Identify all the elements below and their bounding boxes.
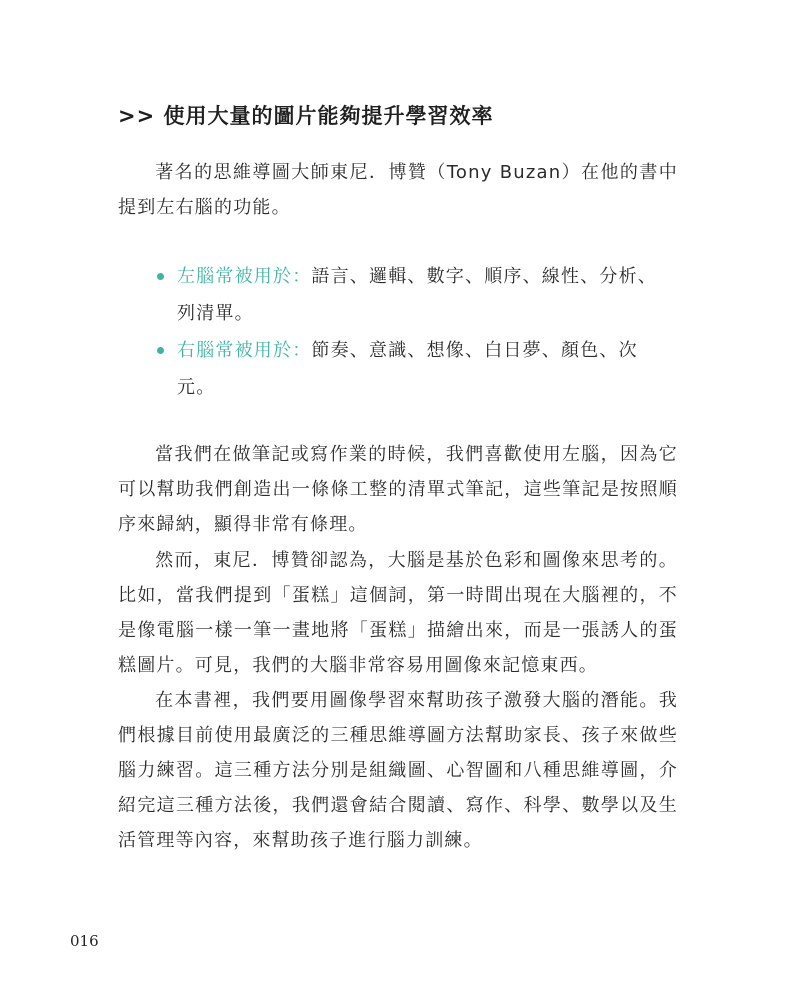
page-number: 016	[70, 932, 99, 950]
bullet-icon	[157, 273, 164, 280]
bullet-label: 左腦常被用於：	[177, 266, 312, 287]
brain-function-list	[155, 258, 675, 406]
section-heading: >> 使用大量的圖片能夠提升學習效率	[118, 104, 494, 128]
bullet-text: 節奏、意識、想像、白日夢、顏色、次元。	[177, 340, 638, 398]
list-item-left-brain	[155, 258, 675, 332]
body-paragraph-3	[118, 683, 678, 858]
bullet-label: 右腦常被用於：	[177, 340, 312, 361]
paragraph-text: 當我們在做筆記或寫作業的時候，我們喜歡使用左腦，因為它可以幫助我們創造出一條條工整的清單式筆記，這些筆記是按照順序來歸納，顯得非常有條理。	[118, 444, 678, 535]
body-paragraph-2	[118, 543, 678, 683]
body-paragraph-1	[118, 437, 678, 542]
intro-text: 著名的思維導圖大師東尼．博贊（Tony Buzan）在他的書中提到左右腦的功能。	[118, 162, 678, 218]
list-item-right-brain	[155, 332, 675, 406]
paragraph-text: 然而，東尼．博贊卻認為，大腦是基於色彩和圖像來思考的。比如，當我們提到「蛋糕」這個詞，第一時間出現在大腦裡的，不是像電腦一樣一筆一畫地將「蛋糕」描繪出來，而是一張誘人的蛋糕圖片。可見，我們的大腦非常容易用圖像來記憶東西。	[118, 550, 678, 676]
paragraph-text: 在本書裡，我們要用圖像學習來幫助孩子激發大腦的潛能。我們根據目前使用最廣泛的三種思維導圖方法幫助家長、孩子來做些腦力練習。這三種方法分別是組織圖、心智圖和八種思維導圖，介紹完這三種方法後，我們還會結合閱讀、寫作、科學、數學以及生活管理等內容，來幫助孩子進行腦力訓練。	[118, 690, 678, 851]
bullet-text: 語言、邏輯、數字、順序、線性、分析、列清單。	[177, 266, 658, 324]
intro-paragraph	[118, 155, 678, 225]
bullet-icon	[157, 347, 164, 354]
